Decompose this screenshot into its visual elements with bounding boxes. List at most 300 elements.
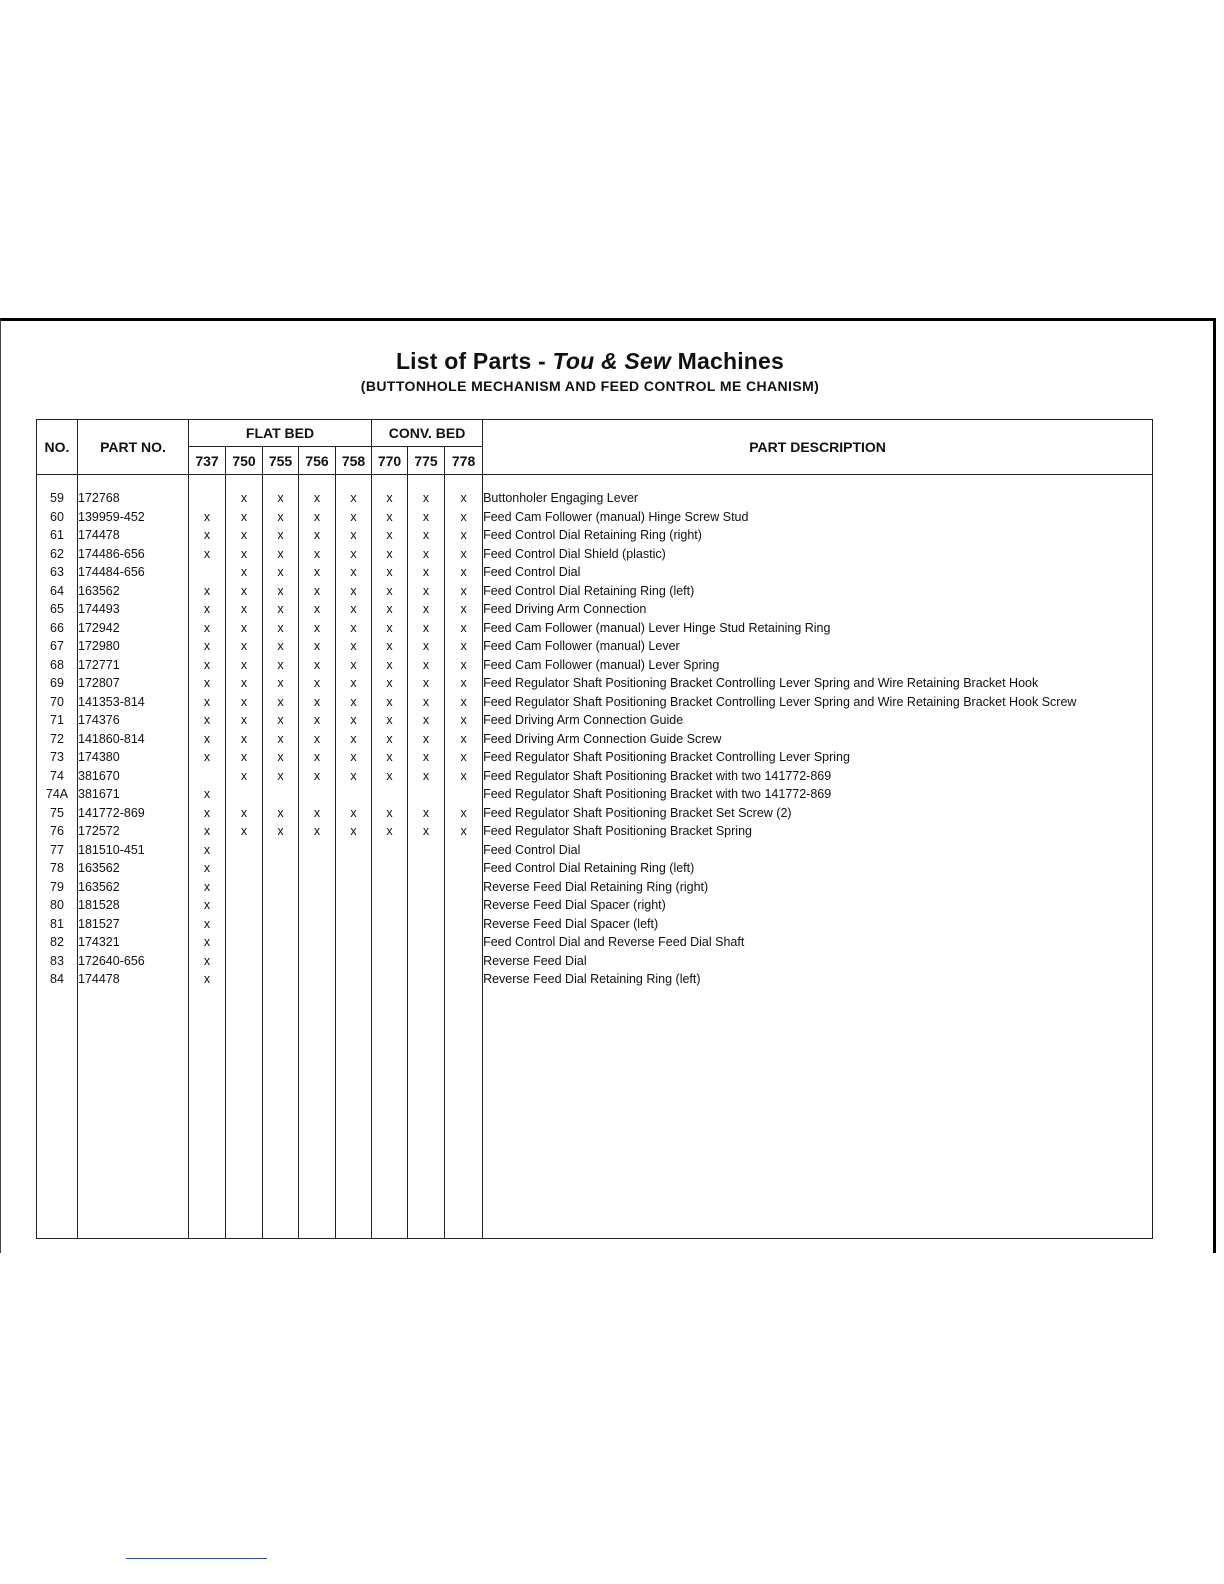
model-mark: x <box>372 804 408 823</box>
model-mark: x <box>263 730 299 749</box>
model-mark: x <box>372 545 408 564</box>
model-mark <box>445 952 483 971</box>
item-number: 74 <box>37 767 78 786</box>
model-mark <box>408 952 445 971</box>
model-mark: x <box>299 748 336 767</box>
title-part: List of Parts - <box>395 348 553 374</box>
part-description: Reverse Feed Dial Spacer (right) <box>483 896 1153 915</box>
model-mark: x <box>408 822 445 841</box>
model-mark <box>299 896 336 915</box>
part-description: Feed Cam Follower (manual) Lever <box>483 637 1153 656</box>
item-number: 71 <box>37 711 78 730</box>
model-mark <box>336 915 372 934</box>
header-part-no: PART NO. <box>78 420 189 475</box>
model-mark: x <box>226 508 263 527</box>
model-mark: x <box>263 619 299 638</box>
model-mark: x <box>336 545 372 564</box>
model-mark: x <box>226 656 263 675</box>
parts-table <box>36 419 1153 1239</box>
model-mark: x <box>189 878 226 897</box>
model-mark: x <box>445 656 483 675</box>
part-number: 381670 <box>78 767 189 786</box>
model-mark: x <box>299 656 336 675</box>
model-mark <box>445 841 483 860</box>
model-mark: x <box>226 637 263 656</box>
model-mark: x <box>372 563 408 582</box>
model-mark: x <box>408 600 445 619</box>
model-mark <box>226 896 263 915</box>
model-mark: x <box>189 711 226 730</box>
model-mark <box>445 785 483 804</box>
model-mark <box>299 878 336 897</box>
title-part-italic: & Sew <box>594 348 672 374</box>
model-mark: x <box>189 693 226 712</box>
part-number: 174484-656 <box>78 563 189 582</box>
model-mark <box>372 915 408 934</box>
table-row <box>37 970 1153 989</box>
model-mark <box>372 896 408 915</box>
model-mark: x <box>189 933 226 952</box>
table-row <box>37 915 1153 934</box>
item-number: 64 <box>37 582 78 601</box>
model-mark: x <box>408 656 445 675</box>
model-mark: x <box>408 711 445 730</box>
part-number: 172807 <box>78 674 189 693</box>
item-number: 77 <box>37 841 78 860</box>
part-number: 172768 <box>78 489 189 508</box>
model-mark: x <box>226 674 263 693</box>
part-number: 174478 <box>78 526 189 545</box>
model-mark: x <box>189 600 226 619</box>
model-mark: x <box>372 489 408 508</box>
model-mark <box>408 896 445 915</box>
model-mark: x <box>299 711 336 730</box>
model-mark: x <box>226 619 263 638</box>
model-mark: x <box>336 563 372 582</box>
model-mark <box>408 859 445 878</box>
model-mark: x <box>445 730 483 749</box>
model-mark <box>263 970 299 989</box>
model-mark <box>299 970 336 989</box>
model-mark: x <box>299 693 336 712</box>
model-mark: x <box>408 693 445 712</box>
model-mark: x <box>336 600 372 619</box>
table-row <box>37 508 1153 527</box>
model-mark: x <box>372 526 408 545</box>
part-number: 172980 <box>78 637 189 656</box>
model-mark: x <box>336 804 372 823</box>
model-mark: x <box>299 674 336 693</box>
part-number: 174478 <box>78 970 189 989</box>
item-number: 63 <box>37 563 78 582</box>
model-mark: x <box>263 674 299 693</box>
part-description: Feed Cam Follower (manual) Hinge Screw Stud <box>483 508 1153 527</box>
part-number: 181528 <box>78 896 189 915</box>
item-number: 83 <box>37 952 78 971</box>
table-row <box>37 767 1153 786</box>
model-mark: x <box>336 619 372 638</box>
part-description: Feed Driving Arm Connection Guide <box>483 711 1153 730</box>
model-mark: x <box>408 619 445 638</box>
model-mark: x <box>226 693 263 712</box>
part-description: Feed Regulator Shaft Positioning Bracket Spring <box>483 822 1153 841</box>
table-row <box>37 841 1153 860</box>
model-mark: x <box>372 711 408 730</box>
model-mark <box>263 933 299 952</box>
model-mark <box>263 859 299 878</box>
model-mark: x <box>263 637 299 656</box>
table-row <box>37 933 1153 952</box>
part-number: 381671 <box>78 785 189 804</box>
model-mark: x <box>263 582 299 601</box>
model-mark <box>263 896 299 915</box>
model-mark <box>189 767 226 786</box>
model-mark: x <box>299 637 336 656</box>
header-model-778: 778 <box>445 447 483 475</box>
item-number: 79 <box>37 878 78 897</box>
part-number: 172771 <box>78 656 189 675</box>
part-number: 172640-656 <box>78 952 189 971</box>
model-mark: x <box>408 508 445 527</box>
model-mark <box>336 896 372 915</box>
table-top-spacer <box>37 475 1153 490</box>
part-description: Feed Regulator Shaft Positioning Bracket with two 141772-869 <box>483 785 1153 804</box>
model-mark: x <box>408 730 445 749</box>
header-model-755: 755 <box>263 447 299 475</box>
model-mark: x <box>299 730 336 749</box>
model-mark <box>372 841 408 860</box>
table-row <box>37 600 1153 619</box>
part-number: 141860-814 <box>78 730 189 749</box>
part-description: Reverse Feed Dial Retaining Ring (right) <box>483 878 1153 897</box>
model-mark: x <box>336 656 372 675</box>
model-mark: x <box>189 582 226 601</box>
item-number: 72 <box>37 730 78 749</box>
model-mark: x <box>189 970 226 989</box>
table-row <box>37 785 1153 804</box>
model-mark: x <box>408 563 445 582</box>
model-mark: x <box>408 767 445 786</box>
item-number: 65 <box>37 600 78 619</box>
model-mark: x <box>189 952 226 971</box>
model-mark: x <box>408 748 445 767</box>
model-mark <box>445 970 483 989</box>
part-number: 163562 <box>78 582 189 601</box>
part-description: Feed Regulator Shaft Positioning Bracket Controlling Lever Spring and Wire Retaining Bracket Hook <box>483 674 1153 693</box>
model-mark: x <box>408 545 445 564</box>
model-mark: x <box>445 619 483 638</box>
model-mark: x <box>226 489 263 508</box>
model-mark: x <box>226 600 263 619</box>
model-mark <box>408 785 445 804</box>
item-number: 84 <box>37 970 78 989</box>
part-description: Feed Control Dial Retaining Ring (left) <box>483 859 1153 878</box>
model-mark <box>263 952 299 971</box>
table-row <box>37 896 1153 915</box>
model-mark <box>445 878 483 897</box>
model-mark: x <box>226 582 263 601</box>
model-mark: x <box>226 563 263 582</box>
model-mark: x <box>445 748 483 767</box>
model-mark: x <box>189 508 226 527</box>
table-row <box>37 748 1153 767</box>
table-row <box>37 582 1153 601</box>
model-mark: x <box>263 489 299 508</box>
model-mark: x <box>226 767 263 786</box>
model-mark: x <box>189 915 226 934</box>
part-description: Feed Cam Follower (manual) Lever Hinge Stud Retaining Ring <box>483 619 1153 638</box>
table-row <box>37 730 1153 749</box>
model-mark <box>408 933 445 952</box>
item-number: 80 <box>37 896 78 915</box>
model-mark <box>372 859 408 878</box>
part-number: 174380 <box>78 748 189 767</box>
model-mark <box>226 970 263 989</box>
table-row <box>37 859 1153 878</box>
header-no: NO. <box>37 420 78 475</box>
table-row <box>37 489 1153 508</box>
part-number: 181527 <box>78 915 189 934</box>
model-mark: x <box>408 804 445 823</box>
title-part-italic: Tou <box>552 348 595 374</box>
model-mark: x <box>408 674 445 693</box>
model-mark: x <box>189 841 226 860</box>
model-mark: x <box>189 674 226 693</box>
model-mark: x <box>445 637 483 656</box>
footer-rule <box>126 1558 267 1559</box>
part-description: Feed Driving Arm Connection <box>483 600 1153 619</box>
model-mark: x <box>263 748 299 767</box>
model-mark <box>299 785 336 804</box>
title-part: Machines <box>671 348 785 374</box>
table-row <box>37 526 1153 545</box>
model-mark <box>263 841 299 860</box>
model-mark: x <box>263 526 299 545</box>
model-mark <box>445 859 483 878</box>
model-mark: x <box>299 822 336 841</box>
model-mark <box>336 841 372 860</box>
header-model-770: 770 <box>372 447 408 475</box>
part-description: Reverse Feed Dial <box>483 952 1153 971</box>
part-description: Feed Regulator Shaft Positioning Bracket Set Screw (2) <box>483 804 1153 823</box>
part-description: Feed Control Dial <box>483 563 1153 582</box>
model-mark <box>372 952 408 971</box>
model-mark: x <box>336 489 372 508</box>
table-row <box>37 674 1153 693</box>
model-mark <box>226 785 263 804</box>
table-row <box>37 952 1153 971</box>
model-mark: x <box>372 619 408 638</box>
model-mark: x <box>226 711 263 730</box>
header-conv-bed: CONV. BED <box>372 420 483 447</box>
model-mark <box>226 933 263 952</box>
item-number: 60 <box>37 508 78 527</box>
model-mark: x <box>299 545 336 564</box>
model-mark: x <box>372 822 408 841</box>
part-description: Reverse Feed Dial Spacer (left) <box>483 915 1153 934</box>
table-row <box>37 822 1153 841</box>
model-mark: x <box>336 711 372 730</box>
model-mark: x <box>226 804 263 823</box>
model-mark <box>408 970 445 989</box>
item-number: 82 <box>37 933 78 952</box>
part-number: 141772-869 <box>78 804 189 823</box>
model-mark: x <box>445 822 483 841</box>
part-number: 174493 <box>78 600 189 619</box>
model-mark: x <box>336 526 372 545</box>
model-mark <box>336 933 372 952</box>
model-mark: x <box>299 767 336 786</box>
page-title <box>0 348 1180 375</box>
header-model-737: 737 <box>189 447 226 475</box>
model-mark: x <box>336 822 372 841</box>
model-mark <box>372 878 408 897</box>
model-mark <box>299 915 336 934</box>
part-description: Feed Regulator Shaft Positioning Bracket Controlling Lever Spring and Wire Retaining Bracket Hook Screw <box>483 693 1153 712</box>
part-description: Feed Driving Arm Connection Guide Screw <box>483 730 1153 749</box>
model-mark: x <box>336 767 372 786</box>
model-mark: x <box>263 822 299 841</box>
model-mark <box>299 933 336 952</box>
model-mark: x <box>189 526 226 545</box>
model-mark <box>336 859 372 878</box>
model-mark: x <box>408 637 445 656</box>
model-mark: x <box>336 637 372 656</box>
part-description: Feed Cam Follower (manual) Lever Spring <box>483 656 1153 675</box>
model-mark <box>226 841 263 860</box>
model-mark: x <box>372 637 408 656</box>
model-mark: x <box>445 674 483 693</box>
model-mark: x <box>445 489 483 508</box>
table-row <box>37 619 1153 638</box>
part-number: 141353-814 <box>78 693 189 712</box>
model-mark: x <box>445 508 483 527</box>
model-mark: x <box>445 767 483 786</box>
item-number: 66 <box>37 619 78 638</box>
model-mark: x <box>372 656 408 675</box>
model-mark: x <box>263 693 299 712</box>
model-mark: x <box>189 637 226 656</box>
item-number: 67 <box>37 637 78 656</box>
model-mark: x <box>263 545 299 564</box>
part-description: Feed Control Dial and Reverse Feed Dial Shaft <box>483 933 1153 952</box>
part-number: 174321 <box>78 933 189 952</box>
model-mark <box>336 878 372 897</box>
model-mark: x <box>189 730 226 749</box>
part-number: 163562 <box>78 859 189 878</box>
model-mark: x <box>445 804 483 823</box>
header-model-750: 750 <box>226 447 263 475</box>
model-mark: x <box>226 545 263 564</box>
model-mark <box>372 785 408 804</box>
item-number: 69 <box>37 674 78 693</box>
header-model-756: 756 <box>299 447 336 475</box>
model-mark: x <box>372 730 408 749</box>
item-number: 74A <box>37 785 78 804</box>
item-number: 75 <box>37 804 78 823</box>
model-mark: x <box>189 785 226 804</box>
model-mark: x <box>299 563 336 582</box>
item-number: 59 <box>37 489 78 508</box>
model-mark: x <box>299 526 336 545</box>
part-description: Feed Regulator Shaft Positioning Bracket with two 141772-869 <box>483 767 1153 786</box>
part-description: Feed Control Dial Shield (plastic) <box>483 545 1153 564</box>
model-mark: x <box>372 674 408 693</box>
model-mark <box>226 952 263 971</box>
part-description: Reverse Feed Dial Retaining Ring (left) <box>483 970 1153 989</box>
model-mark: x <box>226 526 263 545</box>
part-number: 174486-656 <box>78 545 189 564</box>
item-number: 73 <box>37 748 78 767</box>
part-description: Feed Control Dial Retaining Ring (right) <box>483 526 1153 545</box>
part-description: Buttonholer Engaging Lever <box>483 489 1153 508</box>
model-mark: x <box>189 748 226 767</box>
table-row <box>37 637 1153 656</box>
model-mark <box>263 878 299 897</box>
model-mark <box>408 841 445 860</box>
model-mark <box>189 563 226 582</box>
model-mark: x <box>189 859 226 878</box>
header-model-758: 758 <box>336 447 372 475</box>
model-mark: x <box>189 896 226 915</box>
model-mark: x <box>408 526 445 545</box>
model-mark: x <box>445 693 483 712</box>
model-mark: x <box>445 711 483 730</box>
model-mark <box>372 970 408 989</box>
part-number: 139959-452 <box>78 508 189 527</box>
model-mark: x <box>299 508 336 527</box>
model-mark: x <box>408 489 445 508</box>
model-mark: x <box>189 619 226 638</box>
model-mark: x <box>299 600 336 619</box>
part-number: 172572 <box>78 822 189 841</box>
model-mark: x <box>372 767 408 786</box>
model-mark: x <box>189 656 226 675</box>
model-mark <box>445 915 483 934</box>
model-mark <box>408 878 445 897</box>
table-filler <box>37 989 1153 1239</box>
page-subtitle: (BUTTONHOLE MECHANISM AND FEED CONTROL ME CHANISM) <box>360 378 820 394</box>
model-mark: x <box>372 693 408 712</box>
model-mark: x <box>299 489 336 508</box>
model-mark: x <box>372 600 408 619</box>
model-mark <box>445 933 483 952</box>
model-mark: x <box>336 730 372 749</box>
item-number: 68 <box>37 656 78 675</box>
header-flat-bed: FLAT BED <box>189 420 372 447</box>
model-mark: x <box>263 711 299 730</box>
table-row <box>37 656 1153 675</box>
part-description: Feed Control Dial Retaining Ring (left) <box>483 582 1153 601</box>
item-number: 78 <box>37 859 78 878</box>
model-mark: x <box>336 674 372 693</box>
model-mark: x <box>226 748 263 767</box>
table-row <box>37 878 1153 897</box>
model-mark: x <box>226 822 263 841</box>
model-mark: x <box>336 748 372 767</box>
model-mark <box>336 785 372 804</box>
model-mark <box>226 878 263 897</box>
model-mark: x <box>408 582 445 601</box>
model-mark <box>372 933 408 952</box>
model-mark: x <box>445 600 483 619</box>
model-mark: x <box>299 619 336 638</box>
item-number: 76 <box>37 822 78 841</box>
model-mark: x <box>445 563 483 582</box>
model-mark: x <box>299 804 336 823</box>
model-mark: x <box>189 822 226 841</box>
model-mark: x <box>189 804 226 823</box>
